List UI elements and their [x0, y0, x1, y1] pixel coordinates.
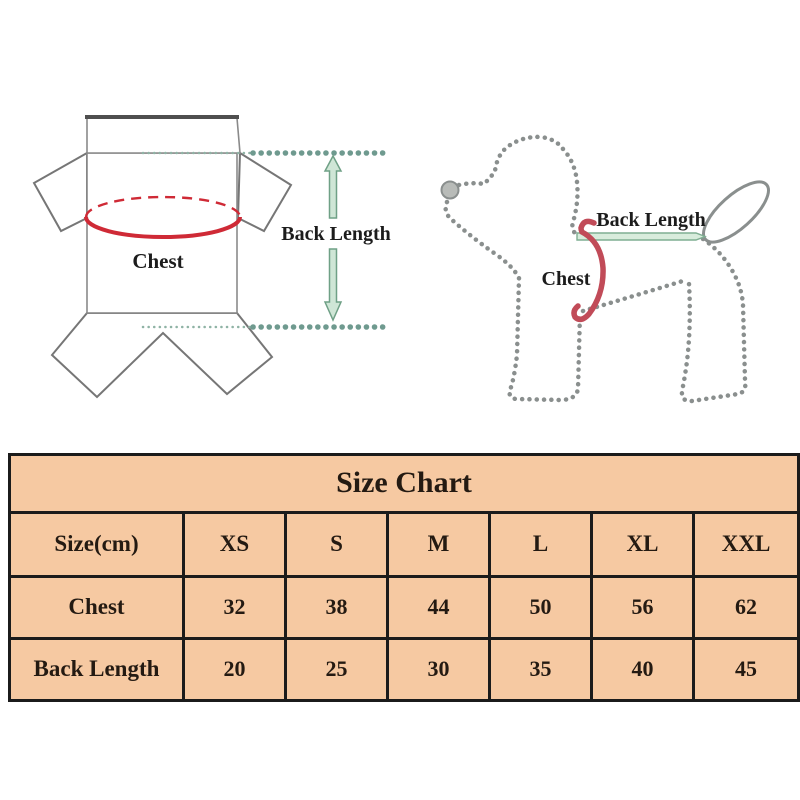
back-length-m-value: 30 — [388, 638, 490, 700]
garment-collar — [87, 118, 240, 153]
dog-nose — [442, 182, 459, 199]
column-header-xs: XS — [184, 512, 286, 576]
row-label-back-length: Back Length — [10, 638, 184, 700]
back-length-xs-value: 20 — [184, 638, 286, 700]
table-row-chest — [10, 576, 799, 638]
dog-back-length-label: Back Length — [596, 209, 706, 231]
column-header-size: Size(cm) — [10, 512, 184, 576]
column-header-xxl: XXL — [694, 512, 799, 576]
size-chart-title: Size Chart — [10, 455, 799, 513]
dog-back-length-bar-icon — [577, 233, 705, 240]
column-header-xl: XL — [592, 512, 694, 576]
garment-bottom-flaps — [52, 313, 272, 397]
table-title-row — [10, 455, 799, 513]
dog-diagram — [442, 137, 778, 401]
column-header-m: M — [388, 512, 490, 576]
table-header-row — [10, 512, 799, 576]
chest-xs-value: 32 — [184, 576, 286, 638]
back-length-arrow-down-icon — [325, 249, 341, 320]
back-length-l-value: 35 — [490, 638, 592, 700]
chest-s-value: 38 — [286, 576, 388, 638]
dog-tail — [694, 172, 777, 251]
chest-xl-value: 56 — [592, 576, 694, 638]
garment-left-sleeve — [34, 153, 87, 231]
garment-right-sleeve — [238, 153, 291, 231]
chest-m-value: 44 — [388, 576, 490, 638]
column-header-l: L — [490, 512, 592, 576]
back-length-xxl-value: 45 — [694, 638, 799, 700]
size-chart-table — [8, 453, 800, 702]
garment-back-length-label: Back Length — [281, 223, 391, 245]
column-header-s: S — [286, 512, 388, 576]
back-length-xl-value: 40 — [592, 638, 694, 700]
garment-diagram — [34, 117, 391, 397]
chest-l-value: 50 — [490, 576, 592, 638]
table-row-back-length — [10, 638, 799, 700]
garment-chest-label: Chest — [132, 249, 184, 273]
back-length-s-value: 25 — [286, 638, 388, 700]
dog-chest-label: Chest — [541, 268, 591, 290]
dog-outline — [446, 137, 746, 401]
row-label-chest: Chest — [10, 576, 184, 638]
back-length-arrow-up-icon — [325, 156, 341, 218]
chest-xxl-value: 62 — [694, 576, 799, 638]
